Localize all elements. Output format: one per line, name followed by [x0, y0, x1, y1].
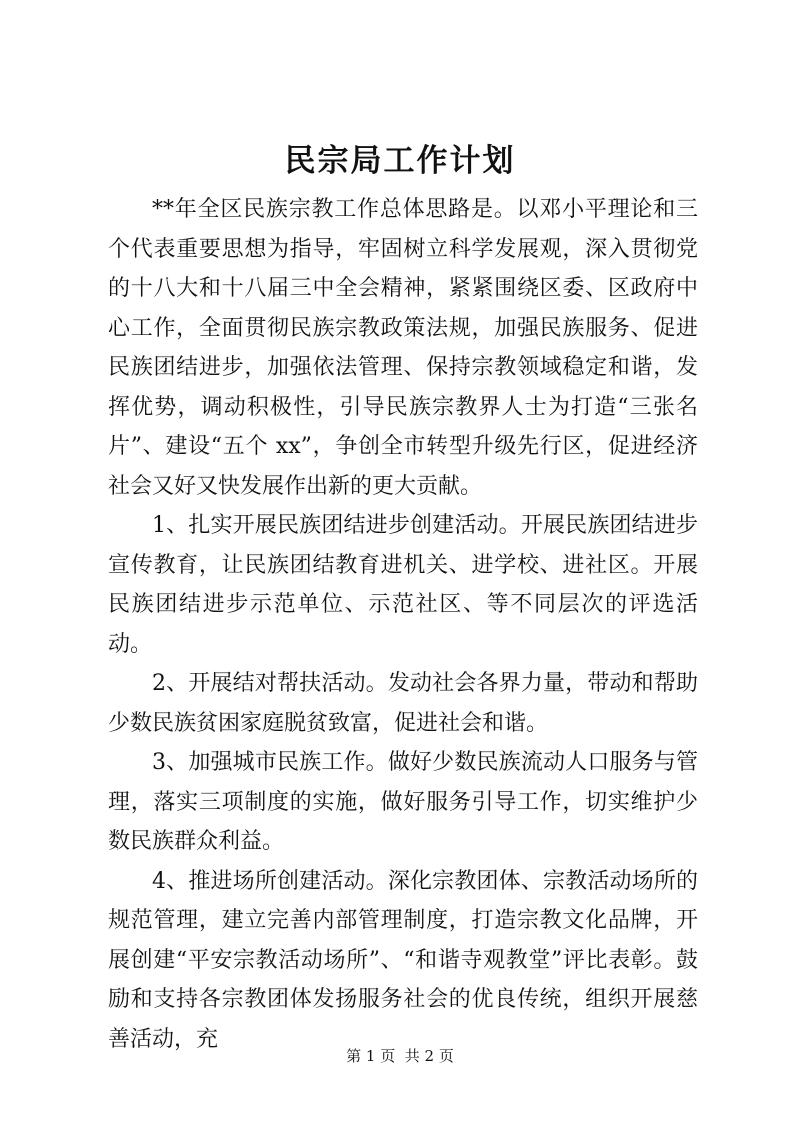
paragraph-item-2: 2、开展结对帮扶活动。发动社会各界力量，带动和帮助少数民族贫困家庭脱贫致富，促进社会和谐。 — [108, 671, 698, 736]
document-body — [108, 190, 698, 1059]
page-footer — [0, 1046, 800, 1066]
page-number-label: 第 1 页 共 2 页 — [346, 1047, 454, 1065]
paragraph-intro: **年全区民族宗教工作总体思路是。以邓小平理论和三个代表重要思想为指导，牢固树立科学发展观，深入贯彻党的十八大和十八届三中全会精神，紧紧围绕区委、区政府中心工作，全面贯彻民族宗教政策法规，加强民族服务、促进民族团结进步，加强依法管理、保持宗教领域稳定和谐，发挥优势，调动积极性，引导民族宗教界人士为打造“三张名片”、建设“五个 xx”，争创全市转型升级先行区，促进经济社会又好又快发展作出新的更大贡献。 — [108, 197, 698, 499]
paragraph-item-1: 1、扎实开展民族团结进步创建活动。开展民族团结进步宣传教育，让民族团结教育进机关、进学校、进社区。开展民族团结进步示范单位、示范社区、等不同层次的评选活动。 — [108, 513, 698, 657]
document-title: 民宗局工作计划 — [284, 143, 516, 179]
paragraph-item-3: 3、加强城市民族工作。做好少数民族流动人口服务与管理，落实三项制度的实施，做好服务引导工作，切实维护少数民族群众利益。 — [108, 750, 698, 854]
paragraph-item-4: 4、推进场所创建活动。深化宗教团体、宗教活动场所的规范管理，建立完善内部管理制度，打造宗教文化品牌，开展创建“平安宗教活动场所”、“和谐寺观教堂”评比表彰。鼓励和支持各宗教团体发扬服务社会的优良传统，组织开展慈善活动，充 — [108, 868, 698, 1052]
